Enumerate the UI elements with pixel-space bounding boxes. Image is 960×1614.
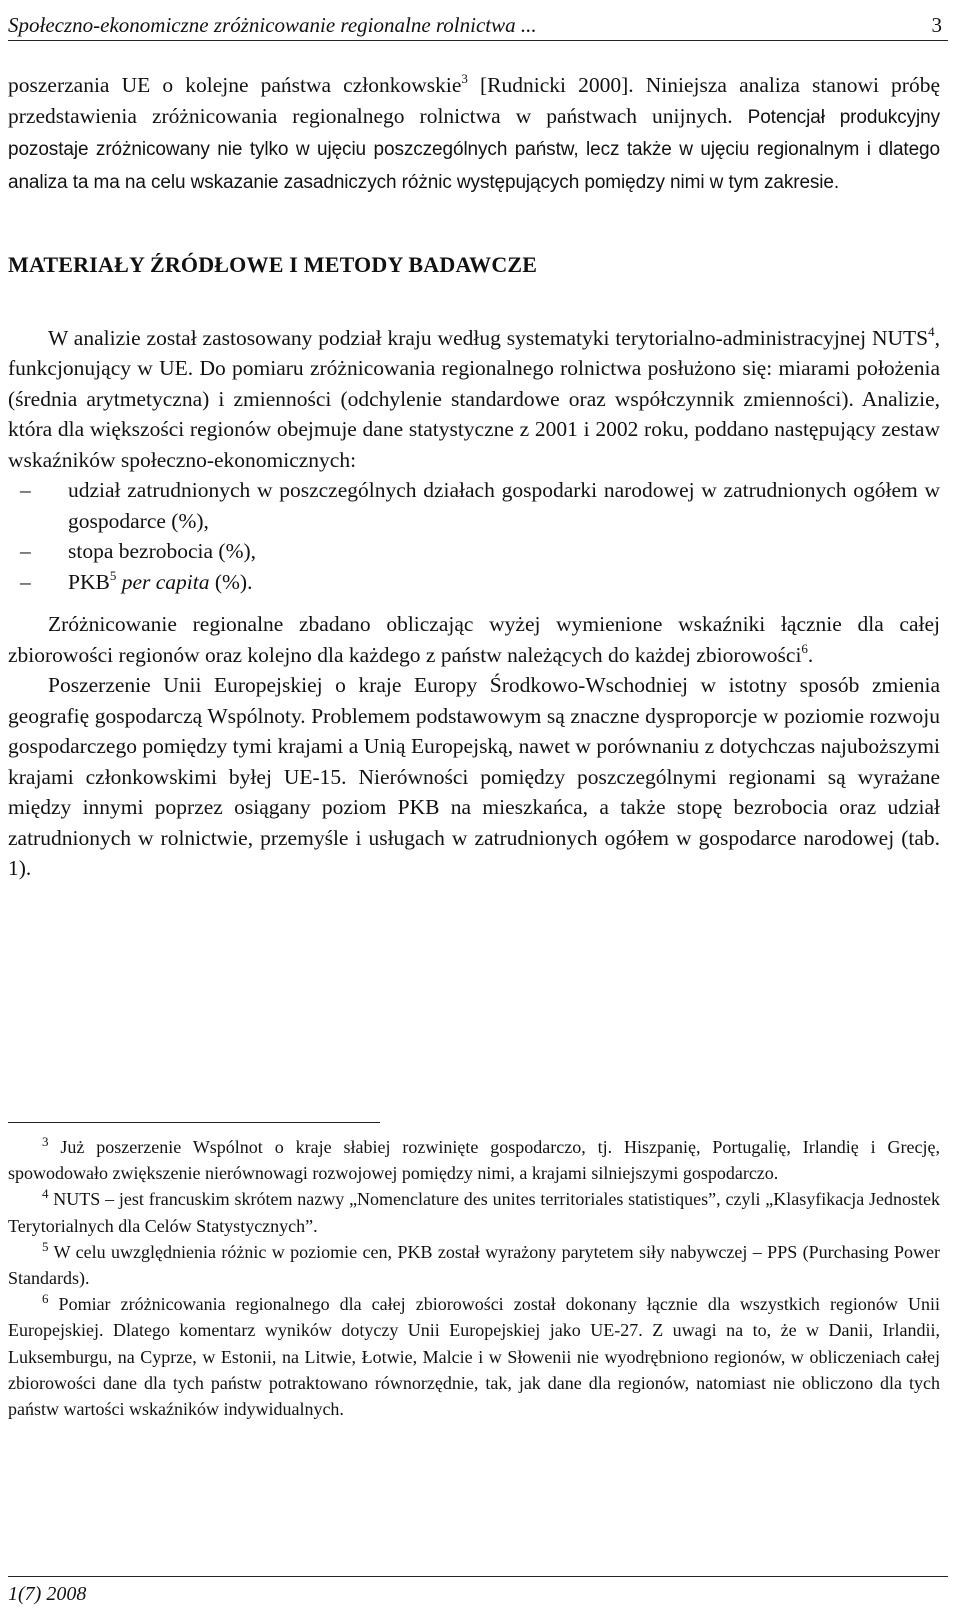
footnotes <box>8 1134 940 1422</box>
page-number: 3 <box>931 13 942 37</box>
section-heading: MATERIAŁY ŹRÓDŁOWE I METODY BADAWCZE <box>8 252 538 277</box>
footnote-text: Pomiar zróżnicowania regionalnego dla całej zbiorowości został dokonany łącznie dla wszystkich regionów Unii Europejskiej. Dlatego komentarz wyników dotyczy Unii Europejskiej jako UE-27. Z uwagi na to, że w Danii, Irlandii, Luksemburgu, na Cyprze, w Estonii, na Litwie, Łotwie, Malcie i w Słowenii nie wyodrębniono regionów, w obliczeniach całej zbiorowości dane dla tych państw potraktowano równorzędnie, tak, jak dane dla regionów, natomiast nie obliczono dla tych państw wartości wskaźników indywidualnych. <box>8 1294 940 1420</box>
footnote-ref-6[interactable]: 6 <box>801 640 808 656</box>
intro-paragraph <box>8 70 940 198</box>
indicator-list <box>8 475 940 597</box>
footnote-number: 4 <box>42 1186 49 1202</box>
footnote-text: Już poszerzenie Wspólnot o kraje słabiej rozwinięte gospodarczo, tj. Hiszpanię, Portugalię, Irlandię i Grecję, spowodowało zwiększenie nierównowagi rozwojowej pomiędzy nimi, a krajami silniejszymi gospodarczo. <box>8 1137 940 1184</box>
intro-text-2: [Rudnicki 2000]. Niniejsza analiza stanowi próbę przedstawienia zróżnicowania regionalnego rolnictwa w państwach unijnych. <box>8 73 941 128</box>
list-item-text-end: (%). <box>209 569 253 594</box>
issue-number: 1(7) 2008 <box>8 1583 87 1605</box>
list-item-italic: per capita <box>121 569 210 594</box>
list-item-text: PKB <box>68 569 110 594</box>
footnote-text: W celu uwzględnienia różnic w poziomie cen, PKB został wyrażony parytetem siły nabywczej – PPS (Purchasing Power Standards). <box>8 1241 940 1289</box>
regional-text-1: Zróżnicowanie regionalne zbadano obliczając wyżej wymienione wskaźniki łącznie dla całej zbiorowości regionów oraz kolejno dla każdego z państw należących do każdej zbiorowości <box>8 612 940 667</box>
footnote-4 <box>8 1186 940 1238</box>
methods-paragraph <box>8 323 940 476</box>
footnote-number: 3 <box>42 1134 49 1149</box>
list-item-text: stopa bezrobocia (%), <box>68 539 257 563</box>
footnote-text: NUTS – jest francuskim skrótem nazwy „Nomenclature des unites territoriales statistiques”, czyli „Klasyfikacja Jednostek Terytorialnych dla Celów Statystycznych”. <box>8 1189 940 1236</box>
intro-text-1: poszerzania UE o kolejne państwa członkowskie <box>8 73 462 97</box>
footnote-number: 6 <box>42 1291 49 1307</box>
enlargement-paragraph: Poszerzenie Unii Europejskiej o kraje Europy Środkowo-Wschodniej w istotny sposób zmienia geografię gospodarczą Wspólnoty. Problemem podstawowym są znaczne dysproporcje w poziomie rozwoju gospodarczego pomiędzy tymi krajami a Unią Europejską, nawet w porównaniu z dotychczas najuboższymi krajami członkowskimi byłej UE-15. Nierówności pomiędzy poszczególnymi regionami są wyrażane między innymi poprzez osiągany poziom PKB na mieszkańca, a także stopę bezrobocia oraz udział zatrudnionych w rolnictwie, przemyśle i usługach w zatrudnionych ogółem w gospodarce narodowej (tab. 1). <box>8 673 940 880</box>
footnote-6 <box>8 1291 940 1422</box>
footnote-separator <box>8 1122 380 1123</box>
footnote-ref-4[interactable]: 4 <box>928 323 935 339</box>
footnote-ref-5[interactable]: 5 <box>109 567 117 583</box>
footnote-5 <box>8 1239 940 1291</box>
main-text <box>8 70 940 884</box>
methods-text-2: , funkcjonujący w UE. Do pomiaru zróżnicowania regionalnego rolnictwa posłużono się: miarami położenia (średnia arytmetyczna) i zmienności (odchylenie standardowe oraz współczynnik zmienności). Analizie, która dla większości regionów obejmuje dane statystyczne z 2001 i 2002 roku, poddano następujący zestaw wskaźników społeczno-ekonomicznych: <box>8 325 940 472</box>
list-item <box>8 475 940 536</box>
methods-text-1: W analizie został zastosowany podział kraju według systematyki terytorialno-administracyjnej NUTS <box>48 325 929 350</box>
running-header <box>8 4 948 41</box>
dash-bullet: – <box>20 539 31 563</box>
page-footer <box>8 1576 948 1606</box>
regional-paragraph <box>8 609 940 670</box>
intro-text-3: Potencjał produkcyjny pozostaje zróżnicowany nie tylko w ujęciu poszczególnych państw, lecz także w ujęciu regionalnym i dlatego analiza ta ma na celu wskazanie zasadniczych różnic występujących pomiędzy nimi w tym zakresie. <box>8 106 940 193</box>
list-item <box>8 567 940 598</box>
list-item <box>8 536 940 567</box>
footnote-ref-3[interactable]: 3 <box>461 71 468 86</box>
running-title: Społeczno-ekonomiczne zróżnicowanie regionalne rolnictwa ... <box>8 13 537 37</box>
list-item-text: udział zatrudnionych w poszczególnych działach gospodarki narodowej w zatrudnionych ogółem w gospodarce (%), <box>68 478 940 533</box>
regional-text-2: . <box>807 642 814 667</box>
footnote-3 <box>8 1134 940 1186</box>
dash-bullet: – <box>20 569 31 594</box>
dash-bullet: – <box>20 478 31 502</box>
footnote-number: 5 <box>42 1238 49 1254</box>
